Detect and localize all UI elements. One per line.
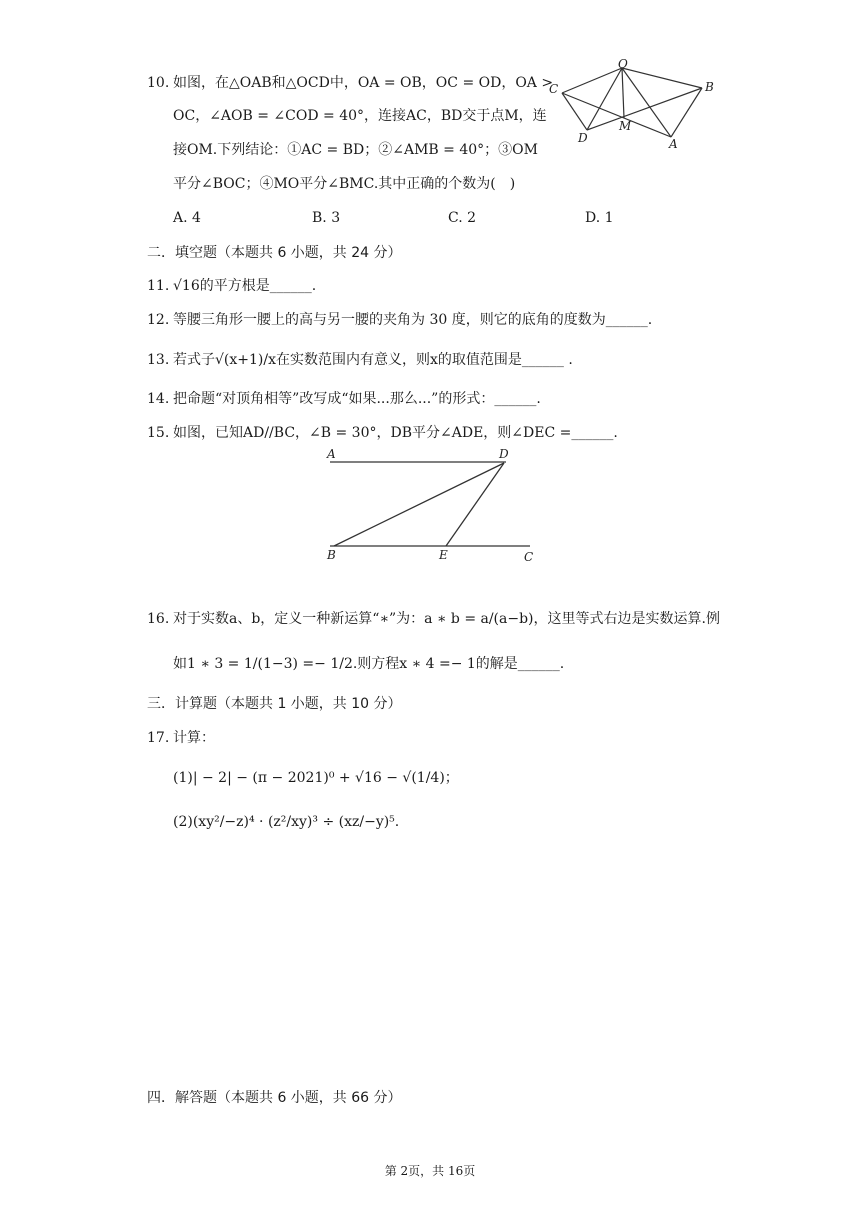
q15: 15. 如图，已知AD//BC，∠B = 30°，DB平分∠ADE，则∠DEC =______. <box>147 425 618 441</box>
question-number: 14. <box>147 391 170 407</box>
q10-option-c: C. 2 <box>448 210 477 226</box>
question-number: 15. <box>147 425 170 441</box>
q10-option-b: B. 3 <box>312 210 341 226</box>
label-e: E <box>439 548 448 562</box>
question-number: 10. <box>147 75 170 91</box>
page-footer: 第 2页，共 16页 <box>384 1164 476 1178</box>
q11: 11. √16的平方根是______. <box>147 278 317 294</box>
question-number: 11. <box>147 278 170 294</box>
q10-line4: 平分∠BOC；④MO平分∠BMC.其中正确的个数为( ) <box>173 176 516 192</box>
question-number: 13. <box>147 352 170 368</box>
label-o: O <box>618 58 628 71</box>
question-number: 12. <box>147 312 170 328</box>
q10-line1: 10. 如图，在△OAB和△OCD中，OA = OB，OC = OD，OA > <box>147 75 554 91</box>
question-number: 17. <box>147 730 170 746</box>
section-answer: 四．解答题（本题共 6 小题，共 66 分） <box>147 1090 402 1106</box>
label-d: D <box>578 131 588 145</box>
label-c: C <box>524 550 534 564</box>
q16-line2: 如1 ∗ 3 = 1/(1−3) =− 1/2.则方程x ∗ 4 =− 1的解是______. <box>173 656 565 672</box>
q16-line1: 16. 对于实数a、b，定义一种新运算“∗”为：a ∗ b = a/(a−b)，这里等式右边是实数运算.例 <box>147 611 720 627</box>
label-d: D <box>499 447 509 461</box>
section-calculation: 三．计算题（本题共 1 小题，共 10 分） <box>147 696 402 712</box>
q10-line3: 接OM.下列结论：①AC = BD；②∠AMB = 40°；③OM <box>173 142 538 158</box>
q17-part1: (1)| − 2| − (π − 2021)⁰ + √16 − √(1/4)； <box>173 770 459 786</box>
section-fill-in: 二．填空题（本题共 6 小题，共 24 分） <box>147 245 402 261</box>
label-m: M <box>619 119 632 133</box>
label-c: C <box>549 82 559 96</box>
label-a: A <box>669 137 678 151</box>
q14: 14. 把命题“对顶角相等”改写成“如果...那么...”的形式：______. <box>147 391 541 407</box>
label-b: B <box>705 80 714 94</box>
label-b: B <box>327 548 336 562</box>
q12: 12. 等腰三角形一腰上的高与另一腰的夹角为 30 度，则它的底角的度数为______. <box>147 312 653 328</box>
triangles-diagram <box>545 58 720 158</box>
q13: 13. 若式子√(x+1)/x在实数范围内有意义，则x的取值范围是______ . <box>147 352 573 368</box>
q10-figure <box>545 58 720 162</box>
q10-line2: OC，∠AOB = ∠COD = 40°，连接AC，BD交于点M，连 <box>173 108 547 124</box>
question-number: 16. <box>147 611 170 627</box>
q15-figure <box>320 445 545 574</box>
q10-option-d: D. 1 <box>585 210 614 226</box>
q17-part2: (2)(xy²/−z)⁴ · (z²/xy)³ ÷ (xz/−y)⁵. <box>173 814 400 830</box>
q10-option-a: A. 4 <box>173 210 201 226</box>
q17: 17. 计算： <box>147 730 215 746</box>
label-a: A <box>327 447 336 461</box>
parallel-lines-diagram <box>320 445 545 570</box>
